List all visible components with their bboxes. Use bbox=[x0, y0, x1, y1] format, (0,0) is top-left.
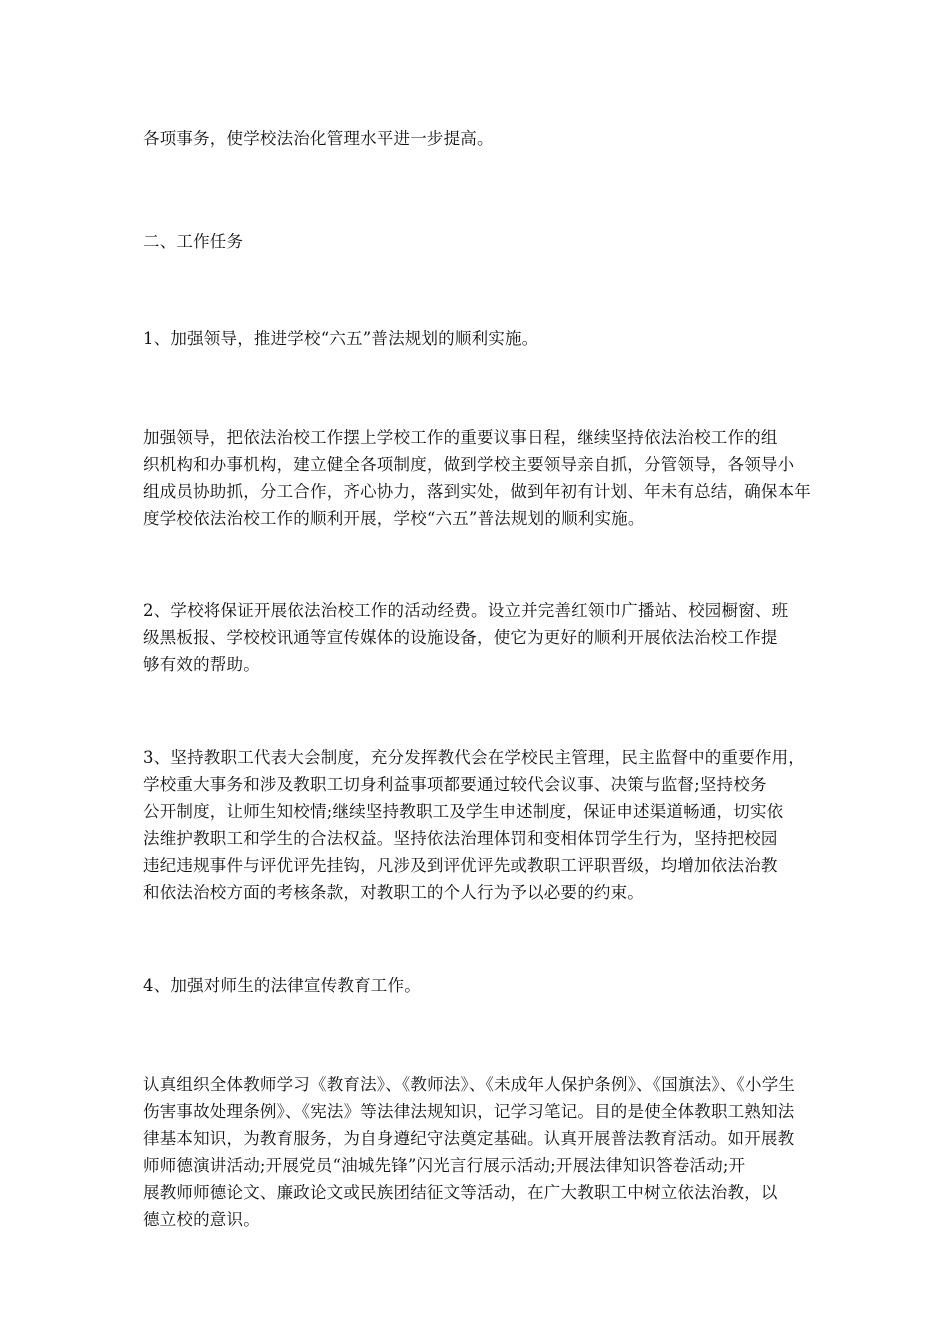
text-line: 和依法治校方面的考核条款，对教职工的个人行为予以必要的约束。 bbox=[143, 883, 644, 902]
text-line: 够有效的帮助。 bbox=[143, 655, 260, 674]
text-line: 展教师师德论文、廉政论文或民族团结征文等活动，在广大教职工中树立依法治教，以 bbox=[143, 1183, 778, 1202]
text-line: 学校重大事务和涉及教职工切身利益事项都要通过较代会议事、决策与监督;坚持校务 bbox=[143, 775, 767, 794]
text-line: 加强领导，把依法治校工作摆上学校工作的重要议事日程，继续坚持依法治校工作的组 bbox=[143, 428, 778, 447]
task-heading-4 bbox=[143, 972, 811, 999]
text-line: 1、加强领导，推进学校“六五”普法规划的顺利实施。 bbox=[143, 329, 539, 348]
text-line: 度学校依法治校工作的顺利开展，学校“六五”普法规划的顺利实施。 bbox=[143, 509, 645, 528]
text-line: 级黑板报、学校校讯通等宣传媒体的设施设备，使它为更好的顺利开展依法治校工作提 bbox=[143, 628, 778, 647]
text-line: 各项事务，使学校法治化管理水平进一步提高。 bbox=[143, 129, 494, 148]
task-heading-1 bbox=[143, 325, 811, 352]
text-line: 公开制度，让师生知校情;继续坚持教职工及学生申述制度，保证申述渠道畅通，切实依 bbox=[143, 802, 784, 821]
text-line: 伤害事故处理条例》、《宪法》等法律法规知识，记学习笔记。目的是使全体教职工熟知法 bbox=[143, 1102, 795, 1121]
text-line: 法维护教职工和学生的合法权益。坚持依法治理体罚和变相体罚学生行为，坚持把校园 bbox=[143, 829, 778, 848]
text-line: 3、坚持教职工代表大会制度，充分发挥教代会在学校民主管理，民主监督中的重要作用， bbox=[143, 748, 805, 767]
text-line: 织机构和办事机构，建立健全各项制度，做到学校主要领导亲自抓，分管领导，各领导小 bbox=[143, 455, 795, 474]
text-line: 违纪违规事件与评优评先挂钩，凡涉及到评优评先或教职工评职晋级，均增加依法治教 bbox=[143, 856, 778, 875]
paragraph-task-4-body bbox=[143, 1071, 811, 1233]
paragraph-task-2 bbox=[143, 597, 811, 678]
text-line: 认真组织全体教师学习《教育法》、《教师法》、《未成年人保护条例》、《国旗法》、《小学生 bbox=[143, 1075, 796, 1094]
paragraph-intro-continuation bbox=[143, 125, 811, 152]
section-heading-work-tasks bbox=[143, 228, 811, 255]
text-line: 德立校的意识。 bbox=[143, 1210, 260, 1229]
text-line: 2、学校将保证开展依法治校工作的活动经费。设立并完善红领巾广播站、校园橱窗、班 bbox=[143, 601, 789, 620]
text-line: 组成员协助抓，分工合作，齐心协力，落到实处，做到年初有计划、年未有总结，确保本年 bbox=[143, 482, 811, 501]
text-line: 4、加强对师生的法律宣传教育工作。 bbox=[143, 976, 421, 995]
text-line: 律基本知识，为教育服务，为自身遵纪守法奠定基础。认真开展普法教育活动。如开展教 bbox=[143, 1129, 795, 1148]
paragraph-task-1-body bbox=[143, 424, 811, 532]
paragraph-task-3 bbox=[143, 744, 811, 906]
text-line: 师师德演讲活动;开展党员“油城先锋”闪光言行展示活动;开展法律知识答卷活动;开 bbox=[143, 1156, 746, 1175]
text-line: 二、工作任务 bbox=[143, 232, 244, 251]
